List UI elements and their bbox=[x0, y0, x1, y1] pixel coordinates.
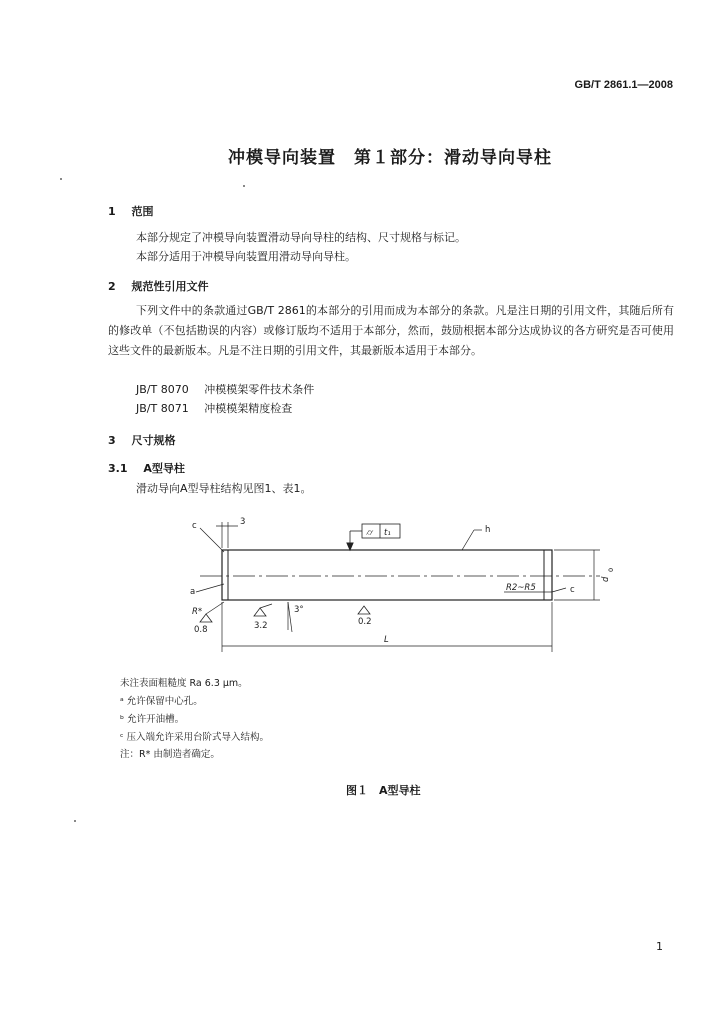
subsection-title: A型导柱 bbox=[143, 462, 185, 475]
figure-note: ᵇ 允许开油槽。 bbox=[120, 714, 185, 725]
guide-pillar-drawing bbox=[180, 510, 620, 660]
scan-speck bbox=[243, 185, 245, 187]
section-title: 规范性引用文件 bbox=[131, 280, 209, 293]
angle-3-label: 3° bbox=[294, 605, 304, 615]
roughness-02-label: 0.2 bbox=[358, 617, 372, 627]
dim-3-label: 3 bbox=[240, 517, 246, 527]
flatness-symbol: ⌭ bbox=[366, 528, 373, 538]
pillar-body bbox=[222, 550, 552, 600]
section-1-heading bbox=[108, 203, 154, 219]
scope-paragraph-2: 本部分适用于冲模导向装置用滑动导向导柱。 bbox=[136, 250, 356, 263]
normative-references-paragraph: 下列文件中的条款通过GB/T 2861的本部分的引用而成为本部分的条款。凡是注日期的引用文件，其随后所有的修改单（不包括勘误的内容）或修订版均不适用于本部分，然而，鼓励根据本部分达成协议的各方研究是否可使用这些文件的最新版本。凡是不注日期的引用文件，其最新版本适用于本部分。 bbox=[108, 304, 674, 357]
roughness-32-label: 3.2 bbox=[254, 621, 268, 631]
subsection-text: 滑动导向A型导柱结构见图1、表1。 bbox=[136, 482, 312, 495]
figure-note: 注：R* 由制造者确定。 bbox=[120, 749, 220, 760]
note-c-label-right: c bbox=[570, 585, 575, 595]
note-a-label: a bbox=[190, 587, 196, 597]
section-number: 2 bbox=[108, 280, 116, 293]
reference-item bbox=[136, 380, 314, 400]
figure-note: 未注表面粗糙度 Ra 6.3 μm。 bbox=[120, 678, 248, 689]
reference-code: JB/T 8070 bbox=[136, 383, 189, 396]
subsection-number: 3.1 bbox=[108, 462, 128, 475]
radius-label: R2~R5 bbox=[506, 583, 536, 593]
reference-title: 冲模模架精度检查 bbox=[204, 402, 293, 415]
diameter-label: d bbox=[601, 576, 611, 582]
section-number: 3 bbox=[108, 434, 116, 447]
section-title: 尺寸规格 bbox=[131, 434, 176, 447]
figure-note: ᶜ 压入端允许采用台阶式导入结构。 bbox=[120, 732, 270, 743]
subsection-3-1-heading bbox=[108, 460, 185, 476]
section-2-heading bbox=[108, 278, 209, 294]
page-title: 冲模导向装置 第１部分：滑动导向导柱 bbox=[228, 148, 552, 168]
r-star-label: R* bbox=[192, 607, 203, 617]
standard-number: GB/T 2861.1—2008 bbox=[574, 79, 673, 91]
scan-speck bbox=[60, 178, 62, 180]
section-number: 1 bbox=[108, 205, 116, 218]
section-3-heading bbox=[108, 432, 176, 448]
section-title: 范围 bbox=[131, 205, 154, 218]
figure-caption: 图１ A型导柱 bbox=[346, 784, 421, 797]
scope-paragraph-1: 本部分规定了冲模导向装置滑动导向导柱的结构、尺寸规格与标记。 bbox=[136, 231, 466, 244]
length-label: L bbox=[384, 635, 389, 645]
scan-speck bbox=[74, 820, 76, 822]
tolerance-t1-label: t₁ bbox=[384, 528, 391, 538]
reference-code: JB/T 8071 bbox=[136, 402, 189, 415]
figure-note: ᵃ 允许保留中心孔。 bbox=[120, 696, 203, 707]
reference-item bbox=[136, 399, 292, 419]
note-h-label: h bbox=[485, 525, 491, 535]
reference-title: 冲模模架零件技术条件 bbox=[204, 383, 315, 396]
diameter-sub-label: 0 bbox=[607, 567, 615, 572]
note-c-label: c bbox=[192, 521, 197, 531]
roughness-08-label: 0.8 bbox=[194, 625, 208, 635]
page-number: 1 bbox=[656, 940, 663, 953]
